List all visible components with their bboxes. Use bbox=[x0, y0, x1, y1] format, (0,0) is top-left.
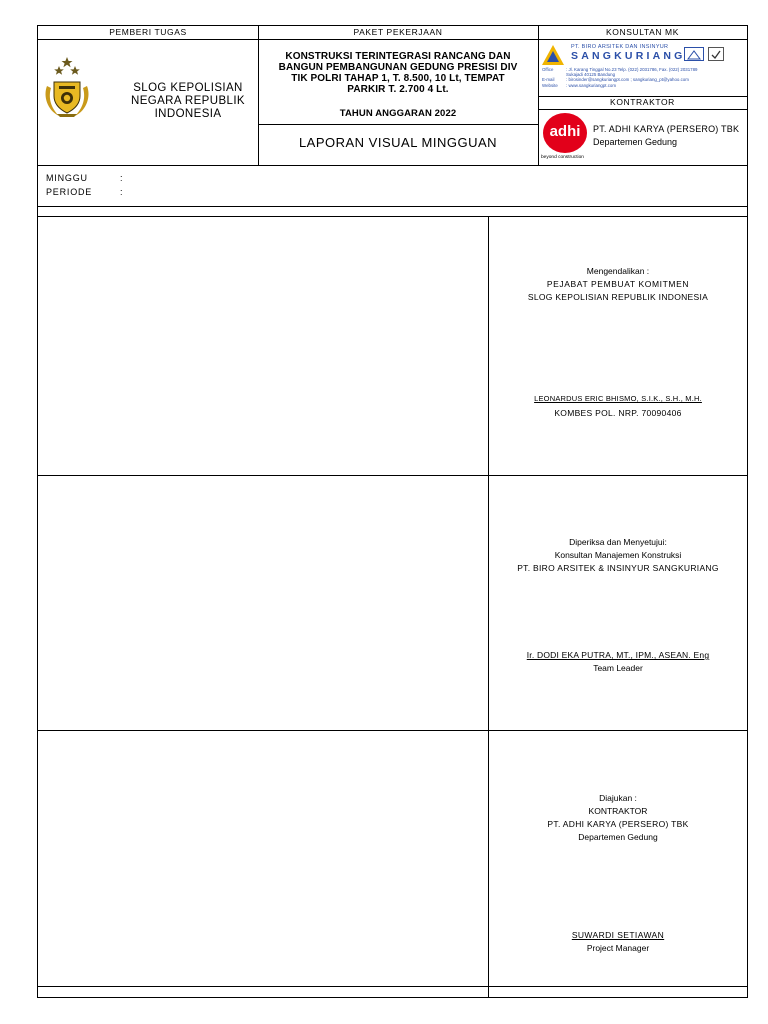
police-emblem-icon bbox=[41, 56, 93, 118]
report-title: LAPORAN VISUAL MINGGUAN bbox=[298, 135, 498, 150]
row3-divider bbox=[38, 986, 747, 987]
owner-name-line1: SLOG KEPOLISIAN bbox=[133, 82, 243, 94]
certification-badge-icon bbox=[684, 47, 704, 61]
header-title-divider bbox=[38, 39, 747, 40]
photo-slot-2 bbox=[38, 476, 488, 730]
paket-pekerjaan-title: PAKET PEKERJAAN bbox=[353, 27, 443, 37]
signature-block-2 bbox=[489, 536, 747, 575]
signature-block-1 bbox=[489, 265, 747, 304]
sig3-name: SUWARDI SETIAWAN bbox=[571, 930, 665, 940]
adhi-logo-icon: adhi bbox=[543, 113, 587, 153]
consultant-contact bbox=[542, 67, 747, 88]
office-value: : Jl. Karang Tinggal No.23 Telp. (022) 2031786, Fax. (022) 2031789 bbox=[566, 67, 698, 72]
sig1-line2: PEJABAT PEMBUAT KOMITMEN bbox=[546, 279, 690, 289]
office-label: Office bbox=[542, 67, 554, 72]
website-value: : www.sangkuriangpt.com bbox=[566, 82, 617, 88]
iso-badge-icon bbox=[708, 47, 724, 61]
sig1-line3: SLOG KEPOLISIAN REPUBLIK INDONESIA bbox=[527, 292, 709, 302]
consultant-company-small: PT. BIRO ARSITEK DAN INSINYUR bbox=[571, 44, 669, 50]
paket-divider bbox=[258, 124, 538, 125]
paket-line1: KONSTRUKSI TERINTEGRASI RANCANG DAN bbox=[285, 51, 511, 62]
contractor-dept: Departemen Gedung bbox=[593, 137, 678, 147]
sangkuriang-logo-icon bbox=[541, 44, 565, 66]
sig3-title: Project Manager bbox=[586, 943, 650, 953]
paket-line2: BANGUN PEMBANGUNAN GEDUNG PRESISI DIV bbox=[278, 62, 518, 73]
kontraktor-title-divider bbox=[538, 109, 747, 110]
contractor-name: PT. ADHI KARYA (PERSERO) TBK bbox=[593, 124, 740, 134]
sig1-name: LEONARDUS ERIC BHISMO, S.I.K., S.H., M.H. bbox=[534, 394, 702, 403]
photo-slot-3 bbox=[38, 731, 488, 986]
signature-name-block-1 bbox=[489, 392, 747, 420]
office-value2: Sukajadi 40125 Bandung bbox=[566, 72, 616, 78]
signature-name-block-3 bbox=[489, 929, 747, 955]
kontraktor-title: KONTRAKTOR bbox=[610, 97, 675, 107]
grid-col-divider bbox=[488, 216, 489, 997]
periode-separator: : bbox=[120, 187, 124, 197]
sig3-line4: Departemen Gedung bbox=[578, 832, 658, 842]
email-label: E-mail bbox=[542, 77, 555, 83]
report-sheet bbox=[37, 25, 748, 998]
minggu-label: MINGGU bbox=[46, 173, 88, 183]
consultant-brand: SANGKURIANG bbox=[571, 50, 686, 62]
sig2-title: Team Leader bbox=[593, 663, 643, 673]
minggu-separator: : bbox=[120, 173, 124, 183]
header-bottom-divider bbox=[38, 165, 747, 166]
info-bottom-divider bbox=[38, 206, 747, 207]
tahun-anggaran: TAHUN ANGGARAN 2022 bbox=[339, 108, 457, 119]
owner-name bbox=[120, 82, 256, 121]
paket-line3: TIK POLRI TAHAP 1, T. 8.500, 10 Lt, TEMPAT bbox=[291, 73, 505, 84]
periode-label: PERIODE bbox=[46, 187, 93, 197]
sig2-line3: PT. BIRO ARSITEK & INSINYUR SANGKURIANG bbox=[517, 563, 719, 573]
photo-slot-1 bbox=[38, 217, 488, 475]
pemberi-tugas-title: PEMBERI TUGAS bbox=[109, 27, 187, 37]
sig2-role: Diperiksa dan Menyetujui: bbox=[569, 537, 667, 547]
paket-description bbox=[260, 51, 536, 95]
sig2-line2: Konsultan Manajemen Konstruksi bbox=[554, 550, 682, 560]
sig3-role: Diajukan : bbox=[599, 793, 637, 803]
sig1-role: Mengendalikan : bbox=[586, 266, 650, 276]
email-value: : birosinder@sangkuriangpt.com ; sangkuriang_pt@yahoo.com bbox=[566, 77, 689, 83]
website-label: Website bbox=[542, 82, 558, 88]
sig3-line3: PT. ADHI KARYA (PERSERO) TBK bbox=[547, 819, 689, 829]
konsultan-mk-title: KONSULTAN MK bbox=[605, 27, 679, 37]
sig2-name: Ir. DODI EKA PUTRA, MT., IPM., ASEAN. Eng bbox=[526, 650, 710, 660]
signature-name-block-2 bbox=[489, 649, 747, 675]
sig1-title: KOMBES POL. NRP. 70090406 bbox=[554, 408, 682, 418]
adhi-tagline: beyond construction bbox=[541, 155, 584, 160]
paket-line4: PARKIR T. 2.700 4 Lt. bbox=[347, 84, 449, 95]
signature-block-3 bbox=[489, 792, 747, 844]
sig3-line2: KONTRAKTOR bbox=[588, 806, 648, 816]
owner-name-line3: INDONESIA bbox=[154, 108, 222, 120]
owner-name-line2: NEGARA REPUBLIK bbox=[130, 95, 245, 107]
